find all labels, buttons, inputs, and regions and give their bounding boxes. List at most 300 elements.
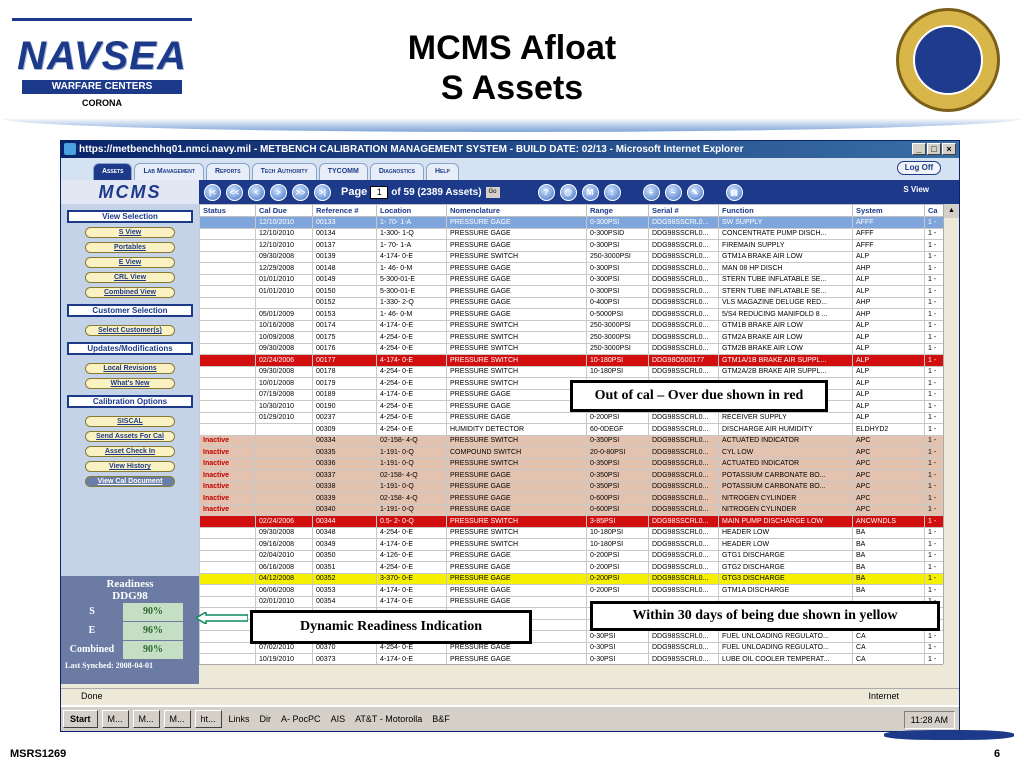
taskbar-item-2[interactable]: M...	[133, 710, 160, 728]
prev-page-fast-icon[interactable]: <<	[226, 184, 243, 201]
table-row[interactable]	[200, 573, 944, 585]
table-cell: 0-400PSI	[587, 297, 649, 309]
table-row[interactable]	[200, 320, 944, 332]
table-cell: ANCWNDLS	[853, 516, 925, 528]
table-cell: PRESSURE SWITCH	[447, 516, 587, 528]
table-cell: APC	[853, 493, 925, 505]
table-row[interactable]	[200, 481, 944, 493]
table-row[interactable]	[200, 332, 944, 344]
table-cell: 00352	[313, 573, 377, 585]
table-cell	[200, 366, 256, 378]
table-cell: 1 -	[925, 217, 944, 229]
scroll-up-icon[interactable]: ▲	[944, 204, 959, 218]
table-cell: Inactive	[200, 447, 256, 459]
table-cell: FUEL UNLOADING REGULATO...	[719, 631, 853, 643]
table-cell: PRESSURE GAGE	[447, 562, 587, 574]
crl-view-button[interactable]: CRL View	[85, 272, 175, 283]
table-cell: ALP	[853, 378, 925, 390]
table-cell: 1 -	[925, 401, 944, 413]
table-cell: 1 -	[925, 378, 944, 390]
table-cell: 1 -	[925, 516, 944, 528]
calibration-options-header: Calibration Options	[67, 395, 193, 408]
table-row[interactable]	[200, 562, 944, 574]
table-cell	[200, 286, 256, 298]
customer-selection-header: Customer Selection	[67, 304, 193, 317]
table-row[interactable]	[200, 251, 944, 263]
table-cell: 0-30PSI	[587, 654, 649, 665]
header-swoosh	[0, 118, 1024, 132]
readiness-e-value: 96%	[123, 622, 183, 640]
table-cell: CA	[853, 631, 925, 643]
table-cell: 1 -	[925, 309, 944, 321]
table-cell: 09/30/2008	[256, 366, 313, 378]
taskbar-item-3[interactable]: M...	[164, 710, 191, 728]
table-cell	[200, 573, 256, 585]
table-row[interactable]	[200, 447, 944, 459]
column-header[interactable]: Function	[719, 205, 853, 217]
table-cell	[200, 562, 256, 574]
table-cell: VLS MAGAZINE DELUGE RED...	[719, 297, 853, 309]
tab-diagnostics[interactable]: Diagnostics	[370, 163, 424, 180]
table-cell: DDG98SSCRL0...	[649, 343, 719, 355]
start-button[interactable]: Start	[63, 710, 98, 728]
seal-emblem-icon	[913, 25, 983, 95]
edit-icon[interactable]: ✎	[687, 184, 704, 201]
column-header[interactable]: Reference #	[313, 205, 377, 217]
readiness-s-label: S	[89, 606, 95, 617]
table-row[interactable]	[200, 539, 944, 551]
table-cell: 12/10/2010	[256, 217, 313, 229]
table-cell: 00237	[313, 412, 377, 424]
table-cell: AHP	[853, 297, 925, 309]
updates-header: Updates/Modifications	[67, 342, 193, 355]
status-bar	[61, 688, 959, 703]
table-cell: 00174	[313, 320, 377, 332]
table-cell: 20-0-80PSI	[587, 447, 649, 459]
close-button[interactable]: ×	[942, 143, 956, 155]
table-cell: DDG98SSCRL0...	[649, 424, 719, 436]
vertical-scrollbar[interactable]	[943, 204, 959, 664]
table-cell: CA	[853, 642, 925, 654]
table-cell: 07/02/2010	[256, 642, 313, 654]
table-cell: 1 -	[925, 240, 944, 252]
table-cell: Inactive	[200, 481, 256, 493]
combined-view-button[interactable]: Combined View	[85, 287, 175, 298]
prev-page-icon[interactable]: <	[248, 184, 265, 201]
table-cell: 00179	[313, 378, 377, 390]
submarine-icon	[884, 730, 1014, 740]
remove-icon[interactable]: −	[665, 184, 682, 201]
table-cell: PRESSURE GAGE	[447, 274, 587, 286]
table-cell: ALP	[853, 401, 925, 413]
table-cell: LUBE OIL COOLER TEMPERAT...	[719, 654, 853, 665]
table-cell: DDG98SSCRL0...	[649, 573, 719, 585]
table-cell: DDG98SSCRL0...	[649, 470, 719, 482]
table-cell	[200, 343, 256, 355]
table-cell: 00349	[313, 539, 377, 551]
table-cell: 1 -	[925, 251, 944, 263]
table-cell: APC	[853, 447, 925, 459]
table-row[interactable]	[200, 504, 944, 516]
table-cell: 12/10/2010	[256, 240, 313, 252]
table-row[interactable]	[200, 516, 944, 528]
table-cell: PRESSURE SWITCH	[447, 366, 587, 378]
table-row[interactable]	[200, 228, 944, 240]
readiness-title: Readiness	[106, 578, 154, 590]
column-header[interactable]: Ca	[925, 205, 944, 217]
table-cell: GTM1A BRAKE AIR LOW	[719, 251, 853, 263]
table-cell	[200, 424, 256, 436]
table-cell	[200, 585, 256, 597]
column-header[interactable]: Serial #	[649, 205, 719, 217]
table-cell: SW SUPPLY	[719, 217, 853, 229]
table-cell	[200, 297, 256, 309]
table-cell: 4-254- 0-E	[377, 378, 447, 390]
select-customers-button[interactable]: Select Customer(s)	[85, 325, 175, 336]
table-cell: APC	[853, 481, 925, 493]
table-cell: 1-330- 2-Q	[377, 297, 447, 309]
table-cell: DDG98SSCRL0...	[649, 493, 719, 505]
table-cell: PRESSURE GAGE	[447, 309, 587, 321]
table-cell: PRESSURE SWITCH	[447, 435, 587, 447]
table-cell: PRESSURE GAGE	[447, 493, 587, 505]
last-page-icon[interactable]: >|	[314, 184, 331, 201]
table-cell: 0-200PSI	[587, 585, 649, 597]
table-cell: GTM1A DISCHARGE	[719, 585, 853, 597]
table-cell	[256, 470, 313, 482]
tab-tech-authority[interactable]: Tech Authority	[252, 163, 317, 180]
table-cell: 4-174- 0-E	[377, 355, 447, 367]
table-cell	[200, 274, 256, 286]
readiness-row-s	[61, 603, 199, 621]
table-cell: 1 -	[925, 642, 944, 654]
table-cell: 4-174- 0-E	[377, 596, 447, 608]
table-cell: 3-85PSI	[587, 516, 649, 528]
taskbar-item-1[interactable]: M...	[102, 710, 129, 728]
nav-toolbar	[61, 180, 959, 204]
table-cell: 02/24/2006	[256, 355, 313, 367]
table-cell	[256, 493, 313, 505]
table-cell: ALP	[853, 366, 925, 378]
red-callout: Out of cal – Over due shown in red	[570, 380, 828, 412]
table-row[interactable]	[200, 493, 944, 505]
table-cell: HUMIDITY DETECTOR	[447, 424, 587, 436]
table-cell: 1 -	[925, 539, 944, 551]
table-cell: 00176	[313, 343, 377, 355]
table-cell: 5-300-01-E	[377, 286, 447, 298]
table-cell: 0-30PSI	[587, 631, 649, 643]
binoculars-icon[interactable]: M	[582, 184, 599, 201]
table-cell: 4-174- 0-E	[377, 654, 447, 665]
table-cell: 1 -	[925, 355, 944, 367]
table-cell: PRESSURE GAGE	[447, 286, 587, 298]
table-cell: DDG98SSCRL0...	[649, 309, 719, 321]
readiness-arrow-icon	[196, 612, 248, 624]
table-cell: 4-254- 0-E	[377, 642, 447, 654]
minimize-button[interactable]: _	[912, 143, 926, 155]
next-page-icon[interactable]: >	[270, 184, 287, 201]
go-button[interactable]: Go	[486, 187, 500, 198]
table-cell	[200, 320, 256, 332]
table-cell: 1 -	[925, 332, 944, 344]
table-cell	[200, 401, 256, 413]
table-cell: 0-200PSI	[587, 550, 649, 562]
table-cell: PRESSURE GAGE	[447, 401, 587, 413]
table-cell: AFFF	[853, 217, 925, 229]
table-cell: 1 -	[925, 228, 944, 240]
table-cell: 0-30PSI	[587, 642, 649, 654]
table-cell: PRESSURE GAGE	[447, 504, 587, 516]
column-header[interactable]: Cal Due	[256, 205, 313, 217]
table-cell: ALP	[853, 332, 925, 344]
page-count-label: of 59 (2389 Assets)	[391, 186, 482, 198]
link-pocpc[interactable]: A- PocPC	[281, 714, 321, 724]
table-cell: APC	[853, 435, 925, 447]
tab-assets[interactable]: Assets	[93, 163, 132, 180]
warfare-centers-label: WARFARE CENTERS	[22, 80, 182, 94]
table-cell: 00353	[313, 585, 377, 597]
table-cell: 0.5- 2- 0-Q	[377, 516, 447, 528]
table-cell: MAN 08 HP DISCH	[719, 263, 853, 275]
table-row[interactable]	[200, 435, 944, 447]
table-cell: 4-126- 0-E	[377, 550, 447, 562]
readiness-panel	[61, 576, 199, 684]
column-header[interactable]: Range	[587, 205, 649, 217]
horizontal-scrollbar[interactable]	[199, 664, 943, 678]
table-row[interactable]	[200, 527, 944, 539]
add-icon[interactable]: +	[643, 184, 660, 201]
table-cell: 04/12/2008	[256, 573, 313, 585]
table-cell: 00153	[313, 309, 377, 321]
table-cell: 00350	[313, 550, 377, 562]
table-cell: 10-180PSI	[587, 355, 649, 367]
view-selection-header: View Selection	[67, 210, 193, 223]
table-cell: RECEIVER SUPPLY	[719, 412, 853, 424]
table-cell: BA	[853, 539, 925, 551]
search-icon[interactable]: ?	[538, 184, 555, 201]
portables-button[interactable]: Portables	[85, 242, 175, 253]
table-cell: 0-300PSI	[587, 286, 649, 298]
link-att[interactable]: AT&T - Motorolla	[355, 714, 423, 724]
readiness-row-combined	[61, 641, 199, 659]
table-cell: DDG98SSCRL0...	[649, 320, 719, 332]
column-header[interactable]: Status	[200, 205, 256, 217]
table-cell: 00139	[313, 251, 377, 263]
table-cell: 00309	[313, 424, 377, 436]
table-cell	[256, 447, 313, 459]
asset-check-in-button[interactable]: Asset Check In	[85, 446, 175, 457]
table-cell: DDG98SSCRL0...	[649, 435, 719, 447]
table-row[interactable]	[200, 240, 944, 252]
send-assets-button[interactable]: Send Assets For Cal	[85, 431, 175, 442]
table-row[interactable]	[200, 263, 944, 275]
table-row[interactable]	[200, 309, 944, 321]
table-cell: Inactive	[200, 504, 256, 516]
column-header[interactable]: System	[853, 205, 925, 217]
table-cell: 1 -	[925, 550, 944, 562]
table-cell: 1 -	[925, 527, 944, 539]
table-cell: 1 -	[925, 504, 944, 516]
table-cell: 00133	[313, 217, 377, 229]
table-cell: 07/19/2008	[256, 389, 313, 401]
readiness-combined-value: 90%	[123, 641, 183, 659]
table-cell: APC	[853, 504, 925, 516]
table-cell: ELDHYD2	[853, 424, 925, 436]
table-cell: GTM2A/2B BRAKE AIR SUPPL...	[719, 366, 853, 378]
table-row[interactable]	[200, 355, 944, 367]
table-cell: 4-174- 0-E	[377, 539, 447, 551]
log-off-button[interactable]: Log Off	[897, 161, 941, 175]
table-cell: DDG98SSCRL0...	[649, 240, 719, 252]
table-row[interactable]	[200, 297, 944, 309]
table-cell: APC	[853, 458, 925, 470]
table-cell: 1 -	[925, 470, 944, 482]
table-row[interactable]	[200, 286, 944, 298]
table-cell: AFFF	[853, 240, 925, 252]
table-cell: 0-300PSI	[587, 240, 649, 252]
slide-number: 6	[994, 748, 1001, 760]
table-cell: 0-300PSI	[587, 217, 649, 229]
siscal-button[interactable]: SISCAL	[85, 416, 175, 427]
table-cell: DISCHARGE AIR HUMIDITY	[719, 424, 853, 436]
tab-lab-management[interactable]: Lab Management	[134, 163, 204, 180]
slide-title-line2: S Assets	[440, 69, 584, 107]
table-cell: Inactive	[200, 458, 256, 470]
whats-new-button[interactable]: What's New	[85, 378, 175, 389]
table-row[interactable]	[200, 458, 944, 470]
column-header[interactable]: Nomenclature	[447, 205, 587, 217]
table-cell: 1 -	[925, 263, 944, 275]
table-cell: GTG3 DISCHARGE	[719, 573, 853, 585]
table-cell: STERN TUBE INFLATABLE SE...	[719, 274, 853, 286]
readiness-e-label: E	[88, 625, 96, 636]
view-history-button[interactable]: View History	[85, 461, 175, 472]
table-cell: 00336	[313, 458, 377, 470]
table-cell: DDG98SSCRL0...	[649, 504, 719, 516]
refresh-icon[interactable]: @	[560, 184, 577, 201]
table-cell: 1-300- 1-Q	[377, 228, 447, 240]
table-cell: PRESSURE SWITCH	[447, 378, 587, 390]
table-cell: PRESSURE GAGE	[447, 573, 587, 585]
print-icon[interactable]: ▤	[726, 184, 743, 201]
table-cell: AHP	[853, 263, 925, 275]
table-cell: 1-191- 0-Q	[377, 447, 447, 459]
next-page-fast-icon[interactable]: >>	[292, 184, 309, 201]
table-cell: 00351	[313, 562, 377, 574]
table-cell: 09/16/2008	[256, 539, 313, 551]
taskbar-item-4[interactable]: ht...	[195, 710, 222, 728]
table-row[interactable]	[200, 550, 944, 562]
table-cell: DDG98SSCRL0...	[649, 631, 719, 643]
table-cell: 0-350PSI	[587, 470, 649, 482]
table-header-row	[200, 205, 944, 217]
tab-reports[interactable]: Reports	[206, 163, 250, 180]
table-cell	[200, 596, 256, 608]
table-cell: 01/01/2010	[256, 274, 313, 286]
table-cell: 4-254- 0-E	[377, 527, 447, 539]
table-cell: PRESSURE SWITCH	[447, 251, 587, 263]
maximize-button[interactable]: □	[927, 143, 941, 155]
table-cell: ALP	[853, 251, 925, 263]
table-cell: GTM1B BRAKE AIR LOW	[719, 320, 853, 332]
table-cell: 1- 46- 0-M	[377, 309, 447, 321]
table-cell: 10/30/2010	[256, 401, 313, 413]
table-row[interactable]	[200, 217, 944, 229]
table-cell: ACTUATED INDICATOR	[719, 435, 853, 447]
page-number-input[interactable]: 1	[370, 186, 388, 199]
table-row[interactable]	[200, 343, 944, 355]
table-cell: GTM2A BRAKE AIR LOW	[719, 332, 853, 344]
table-row[interactable]	[200, 654, 944, 665]
table-cell: 0-5000PSI	[587, 309, 649, 321]
table-row[interactable]	[200, 470, 944, 482]
e-view-button[interactable]: E View	[85, 257, 175, 268]
table-cell: PRESSURE GAGE	[447, 217, 587, 229]
table-cell: GTG1 DISCHARGE	[719, 550, 853, 562]
slide-title	[300, 28, 724, 108]
table-row[interactable]	[200, 585, 944, 597]
table-cell	[256, 458, 313, 470]
table-cell: MAIN PUMP DISCHARGE LOW	[719, 516, 853, 528]
table-cell: 0-300PSI	[587, 263, 649, 275]
table-cell: 1-191- 0-Q	[377, 458, 447, 470]
s-view-button[interactable]: S View	[85, 227, 175, 238]
table-row[interactable]	[200, 274, 944, 286]
table-cell: 0-200PSI	[587, 573, 649, 585]
table-cell: BA	[853, 573, 925, 585]
table-cell: 00149	[313, 274, 377, 286]
table-cell	[200, 309, 256, 321]
readiness-combined-label: Combined	[69, 644, 115, 655]
table-cell: 0-600PSI	[587, 493, 649, 505]
table-cell: PRESSURE GAGE	[447, 389, 587, 401]
table-cell: 1 -	[925, 320, 944, 332]
table-row[interactable]	[200, 424, 944, 436]
tab-help[interactable]: Help	[426, 163, 459, 180]
tab-tycomm[interactable]: TYCOMM	[319, 163, 368, 180]
link-ais[interactable]: AIS	[330, 714, 346, 724]
first-page-icon[interactable]: |<	[204, 184, 221, 201]
table-cell: 00189	[313, 389, 377, 401]
table-row[interactable]	[200, 366, 944, 378]
link-bf[interactable]: B&F	[432, 714, 450, 724]
table-cell: GTG2 DISCHARGE	[719, 562, 853, 574]
column-header[interactable]: Location	[377, 205, 447, 217]
table-cell: 4-254- 0-E	[377, 366, 447, 378]
local-revisions-button[interactable]: Local Revisions	[85, 363, 175, 374]
view-cal-document-button[interactable]: View Cal Document	[85, 476, 175, 487]
table-cell: PRESSURE GAGE	[447, 228, 587, 240]
table-cell: 4-174- 0-E	[377, 389, 447, 401]
sort-icon[interactable]: ↕	[604, 184, 621, 201]
table-cell: Inactive	[200, 493, 256, 505]
table-row[interactable]	[200, 412, 944, 424]
table-cell: 1 -	[925, 562, 944, 574]
table-cell: 00335	[313, 447, 377, 459]
window-titlebar	[61, 141, 959, 158]
table-cell	[200, 654, 256, 665]
table-cell: PRESSURE GAGE	[447, 263, 587, 275]
last-synched: Last Synched: 2008-04-01	[65, 661, 154, 670]
link-dir[interactable]: Dir	[259, 714, 272, 724]
navsea-top-rule	[12, 18, 192, 21]
table-cell: DDG98SSCRL0...	[649, 228, 719, 240]
table-cell: ALP	[853, 355, 925, 367]
table-cell: 60-0DEGF	[587, 424, 649, 436]
table-cell: POTASSIUM CARBONATE BO...	[719, 470, 853, 482]
table-cell: 1 -	[925, 481, 944, 493]
table-cell: COMPOUND SWITCH	[447, 447, 587, 459]
